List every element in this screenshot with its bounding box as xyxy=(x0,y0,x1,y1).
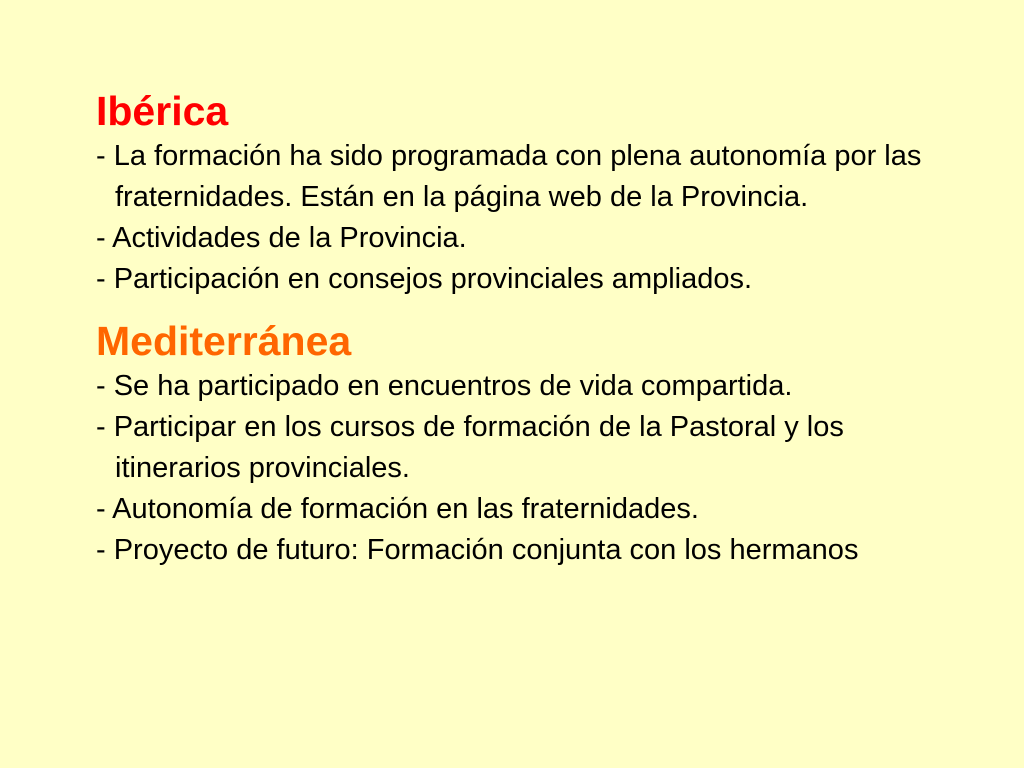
section-mediterranea xyxy=(96,316,976,571)
list-item: - Se ha participado en encuentros de vida compartida. xyxy=(96,370,793,402)
section-title-iberica: Ibérica xyxy=(96,88,229,134)
list-item: - Actividades de la Provincia. xyxy=(96,222,467,254)
slide-content xyxy=(96,86,976,571)
section-iberica xyxy=(96,86,976,300)
list-item: - Participar en los cursos de formación de la Pastoral y los itinerarios provinciales. xyxy=(96,411,844,484)
list-item: - Proyecto de futuro: Formación conjunta con los hermanos xyxy=(96,534,859,566)
bullet-list-mediterranea xyxy=(96,366,976,571)
list-item: - La formación ha sido programada con plena autonomía por las fraternidades. Están en la página web de la Provincia. xyxy=(96,140,922,213)
section-spacer xyxy=(96,300,976,316)
bullet-list-iberica xyxy=(96,136,976,300)
list-item: - Participación en consejos provinciales ampliados. xyxy=(96,263,753,295)
list-item: - Autonomía de formación en las fraternidades. xyxy=(96,493,699,525)
section-title-mediterranea: Mediterránea xyxy=(96,318,352,364)
